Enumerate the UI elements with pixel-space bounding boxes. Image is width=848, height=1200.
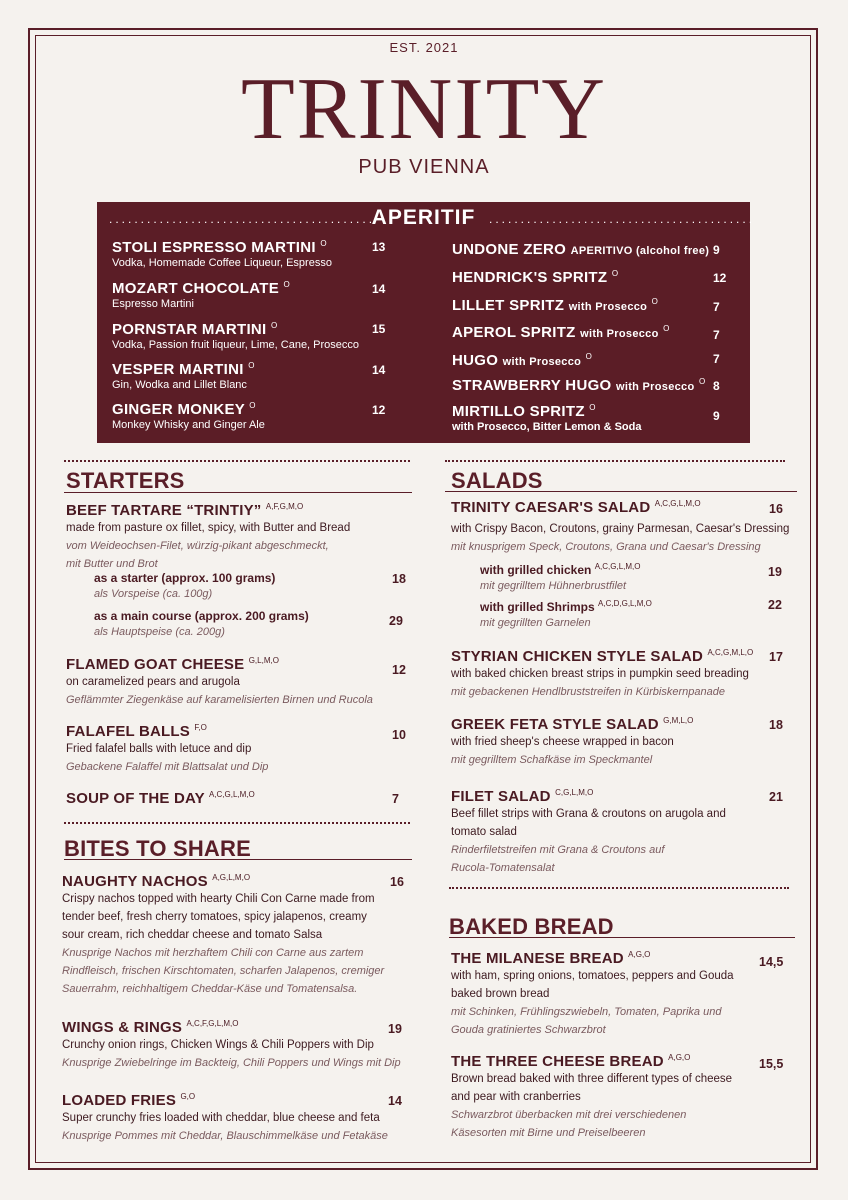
drink-name: STRAWBERRY HUGO [452, 377, 612, 394]
item-price: 18 [769, 718, 783, 732]
drink-price: 14 [372, 282, 386, 296]
item-description-de: Gebackene Falaffel mit Blattsalat und Dip [66, 761, 269, 773]
drink-name: UNDONE ZERO [452, 241, 567, 258]
drink-price: 7 [713, 328, 720, 342]
menu-item [451, 716, 781, 769]
drink-mark: O [698, 377, 706, 386]
drink-item [112, 361, 255, 391]
menu-option [480, 562, 641, 595]
drink-mark: O [283, 280, 291, 289]
section-title-bread: BAKED BREAD [449, 914, 614, 939]
drink-mark: O [249, 401, 256, 410]
item-description-de: Knusprige Pommes mit Cheddar, Blauschimmelkäse und Fetakäse [62, 1130, 388, 1142]
drink-item [452, 352, 592, 369]
section-underline [445, 491, 797, 492]
brand-title: TRINITY [241, 61, 607, 158]
drink-name: STOLI ESPRESSO MARTINI [112, 239, 316, 256]
established-label: EST. 2021 [389, 40, 459, 55]
item-allergens: A,C,G,M,L,O [707, 648, 754, 657]
item-price: 17 [769, 650, 783, 664]
option-price: 18 [392, 572, 406, 586]
drink-extra: with Prosecco [568, 301, 648, 313]
menu-item [451, 1053, 751, 1142]
drink-mark: O [651, 297, 659, 306]
drink-name: VESPER MARTINI [112, 361, 244, 378]
item-allergens: A,G,O [668, 1053, 691, 1062]
item-price: 14,5 [759, 955, 784, 969]
dotted-rule [449, 887, 789, 893]
drink-extra: APERITIVO (alcohol free) [570, 245, 710, 257]
option-price: 19 [768, 565, 782, 579]
menu-item [451, 950, 746, 1039]
option-label: as a starter (approx. 100 grams) [94, 571, 276, 585]
item-price: 14 [388, 1094, 402, 1108]
drink-name: MOZART CHOCOLATE [112, 280, 280, 297]
section-title-bites: BITES TO SHARE [64, 836, 251, 861]
item-allergens: A,G,L,M,O [212, 873, 251, 882]
dotted-rule [445, 460, 785, 466]
drink-desc: Espresso Martini [112, 298, 194, 310]
section-title-starters: STARTERS [66, 468, 185, 493]
drink-name: GINGER MONKEY [112, 401, 245, 418]
item-allergens: C,G,L,M,O [555, 788, 594, 797]
item-description: with fried sheep's cheese wrapped in bacon [451, 736, 674, 748]
item-price: 12 [392, 663, 406, 677]
item-name: LOADED FRIES [62, 1092, 177, 1109]
drink-extra: with Prosecco [615, 381, 695, 393]
drink-desc: Vodka, Passion fruit liqueur, Lime, Cane, Prosecco [112, 339, 360, 351]
item-description-de: Knusprige Zwiebelringe im Backteig, Chili Poppers und Wings mit Dip [62, 1057, 401, 1069]
drink-item [452, 324, 670, 341]
menu-item [62, 873, 392, 998]
item-allergens: G,M,L,O [663, 716, 694, 725]
section-underline [64, 859, 412, 860]
option-allergens: A,C,D,G,L,M,O [598, 599, 652, 608]
drink-item [452, 297, 658, 314]
item-name: SOUP OF THE DAY [66, 790, 205, 807]
item-name: THE MILANESE BREAD [451, 950, 624, 967]
drink-item [112, 401, 265, 431]
menu-item [451, 788, 741, 877]
item-allergens: A,C,G,L,M,O [208, 790, 255, 799]
item-description: Crispy nachos topped with hearty Chili Con Carne made from tender beef, fresh cherry tomatoes, spicy jalapenos, creamy sour cream, rich cheddar cheese and tomato Salsa [62, 893, 375, 941]
option-label: as a main course (approx. 200 grams) [94, 609, 309, 623]
item-price: 16 [769, 502, 783, 516]
menu-option [94, 571, 275, 603]
option-allergens: A,C,G,L,M,O [594, 562, 641, 571]
item-allergens: A,C,F,G,L,M,O [186, 1019, 239, 1028]
item-description: Fried falafel balls with letuce and dip [66, 743, 252, 755]
drink-name: MIRTILLO SPRITZ [452, 403, 585, 420]
drink-extra: with Prosecco [502, 356, 582, 368]
drink-mark: O [663, 324, 670, 333]
item-description: with ham, spring onions, tomatoes, peppers and Gouda baked brown bread [451, 970, 734, 1000]
item-description: Super crunchy fries loaded with cheddar, blue cheese and feta [62, 1112, 380, 1124]
drink-name: LILLET SPRITZ [452, 297, 565, 314]
drink-extra: with Prosecco [580, 328, 659, 340]
menu-option [94, 609, 309, 641]
item-description: Brown bread baked with three different types of cheese and pear with cranberries [451, 1073, 733, 1103]
option-label: with grilled Shrimps [480, 600, 595, 614]
option-price: 22 [768, 598, 782, 612]
item-price: 19 [388, 1022, 402, 1036]
drink-price: 12 [372, 403, 386, 417]
dotted-rule: .......................................... [489, 212, 756, 226]
item-description: with Crispy Bacon, Croutons, grainy Parmesan, Caesar's Dressing [451, 523, 790, 535]
aperitif-panel [97, 202, 756, 443]
section-underline [64, 492, 412, 493]
item-description-de: mit Schinken, Frühlingszwiebeln, Tomaten, Paprika und Gouda gratiniertes Schwarzbrot [451, 1006, 722, 1036]
drink-item [452, 377, 705, 394]
item-name: WINGS & RINGS [62, 1019, 183, 1036]
item-name: BEEF TARTARE “TRINTIY” [66, 502, 262, 519]
drink-price: 7 [713, 300, 720, 314]
menu-item [66, 790, 255, 807]
drink-price: 8 [713, 379, 720, 393]
drink-desc: Monkey Whisky and Ginger Ale [112, 419, 265, 431]
option-price: 29 [389, 614, 403, 628]
drink-price: 14 [372, 363, 386, 377]
item-description: with baked chicken breast strips in pumpkin seed breading [451, 668, 749, 680]
item-description-de: Geflämmter Ziegenkäse auf karamelisierten Birnen und Rucola [66, 694, 373, 706]
item-description-de: Schwarzbrot überbacken mit drei verschiedenen Käsesorten mit Birne und Preiselbeeren [451, 1109, 687, 1139]
drink-price: 9 [713, 243, 720, 257]
item-price: 15,5 [759, 1057, 784, 1071]
item-name: NAUGHTY NACHOS [62, 873, 208, 890]
aperitif-title: APERITIF [371, 206, 476, 229]
item-price: 21 [769, 790, 783, 804]
item-description: made from pasture ox fillet, spicy, with Butter and Bread [66, 522, 351, 534]
item-allergens: A,F,G,M,O [265, 502, 304, 511]
menu-item [62, 1092, 402, 1145]
drink-mark: O [589, 403, 596, 412]
item-description-de: mit knusprigem Speck, Croutons, Grana und Caesar's Dressing [451, 541, 761, 553]
item-name: THE THREE CHEESE BREAD [451, 1053, 664, 1070]
drink-price: 12 [713, 271, 727, 285]
item-allergens: A,C,G,L,M,O [654, 499, 701, 508]
section-title-salads: SALADS [451, 468, 543, 493]
item-description-de: Knusprige Nachos mit herzhaftem Chili con Carne aus zartem Rindfleisch, frischen Kirschtomaten, scharfen Jalapenos, cremiger Sauerrahm, reichhaltigem Cheddar-Käse und Tomatensalsa. [62, 947, 385, 995]
drink-mark: O [320, 239, 327, 248]
drink-name: HENDRICK'S SPRITZ [452, 269, 608, 286]
menu-item [451, 648, 781, 701]
drink-desc: Vodka, Homemade Coffee Liqueur, Espresso [112, 257, 332, 269]
item-description: Beef fillet strips with Grana & croutons on arugola and tomato salad [451, 808, 726, 838]
drink-price: 7 [713, 352, 720, 366]
drink-item [452, 403, 641, 433]
item-name: STYRIAN CHICKEN STYLE SALAD [451, 648, 704, 665]
menu-item [451, 499, 791, 556]
dotted-rule [64, 460, 410, 466]
item-allergens: G,O [180, 1092, 196, 1101]
option-description-de: mit gegrilltem Hühnerbrustfilet [480, 580, 627, 592]
drink-desc: Gin, Wodka and Lillet Blanc [112, 379, 247, 391]
option-description-de: mit gegrillten Garnelen [480, 617, 591, 629]
dotted-rule [64, 822, 410, 828]
drink-price: 15 [372, 322, 386, 336]
brand-subtitle: PUB VIENNA [358, 156, 490, 178]
drink-item [112, 280, 290, 310]
item-description-de: mit gegrilltem Schafkäse im Speckmantel [451, 754, 653, 766]
item-description: on caramelized pears and arugola [66, 676, 240, 688]
drink-desc: with Prosecco, Bitter Lemon & Soda [452, 421, 642, 433]
item-name: FALAFEL BALLS [66, 723, 190, 740]
drink-price: 13 [372, 240, 386, 254]
menu-item [66, 723, 406, 776]
item-name: TRINITY CAESAR'S SALAD [451, 499, 651, 516]
menu-option [480, 599, 652, 632]
menu-item [62, 1019, 414, 1072]
item-description: Crunchy onion rings, Chicken Wings & Chili Poppers with Dip [62, 1039, 374, 1051]
item-allergens: G,L,M,O [248, 656, 279, 665]
option-description-de: als Vorspeise (ca. 100g) [94, 588, 213, 600]
drink-item [452, 241, 709, 258]
drink-item [452, 269, 618, 286]
item-name: GREEK FETA STYLE SALAD [451, 716, 659, 733]
drink-name: HUGO [452, 352, 499, 369]
item-price: 7 [392, 792, 399, 806]
drink-mark: O [248, 361, 255, 370]
dotted-rule: .......................................... [109, 212, 376, 226]
menu-item [66, 502, 406, 573]
item-name: FLAMED GOAT CHEESE [66, 656, 245, 673]
drink-mark: O [585, 352, 593, 361]
item-price: 16 [390, 875, 404, 889]
item-price: 10 [392, 728, 406, 742]
item-description-de: vom Weideochsen-Filet, würzig-pikant abgeschmeckt, mit Butter und Brot [66, 540, 329, 570]
drink-name: PORNSTAR MARTINI [112, 321, 267, 338]
drink-mark: O [270, 321, 278, 330]
drink-item [112, 239, 332, 269]
section-underline [449, 937, 795, 938]
item-allergens: F,O [194, 723, 207, 732]
option-description-de: als Hauptspeise (ca. 200g) [94, 626, 225, 638]
item-description-de: mit gebackenen Hendlbruststreifen in Kürbiskernpanade [451, 686, 725, 698]
drink-price: 9 [713, 409, 720, 423]
item-name: FILET SALAD [451, 788, 551, 805]
drink-mark: O [611, 269, 619, 278]
drink-name: APEROL SPRITZ [452, 324, 576, 341]
option-label: with grilled chicken [480, 563, 592, 577]
drink-item [112, 321, 359, 351]
item-allergens: A,G,O [628, 950, 651, 959]
menu-item [66, 656, 406, 709]
item-description-de: Rinderfiletstreifen mit Grana & Croutons auf Rucola-Tomatensalat [451, 844, 665, 874]
